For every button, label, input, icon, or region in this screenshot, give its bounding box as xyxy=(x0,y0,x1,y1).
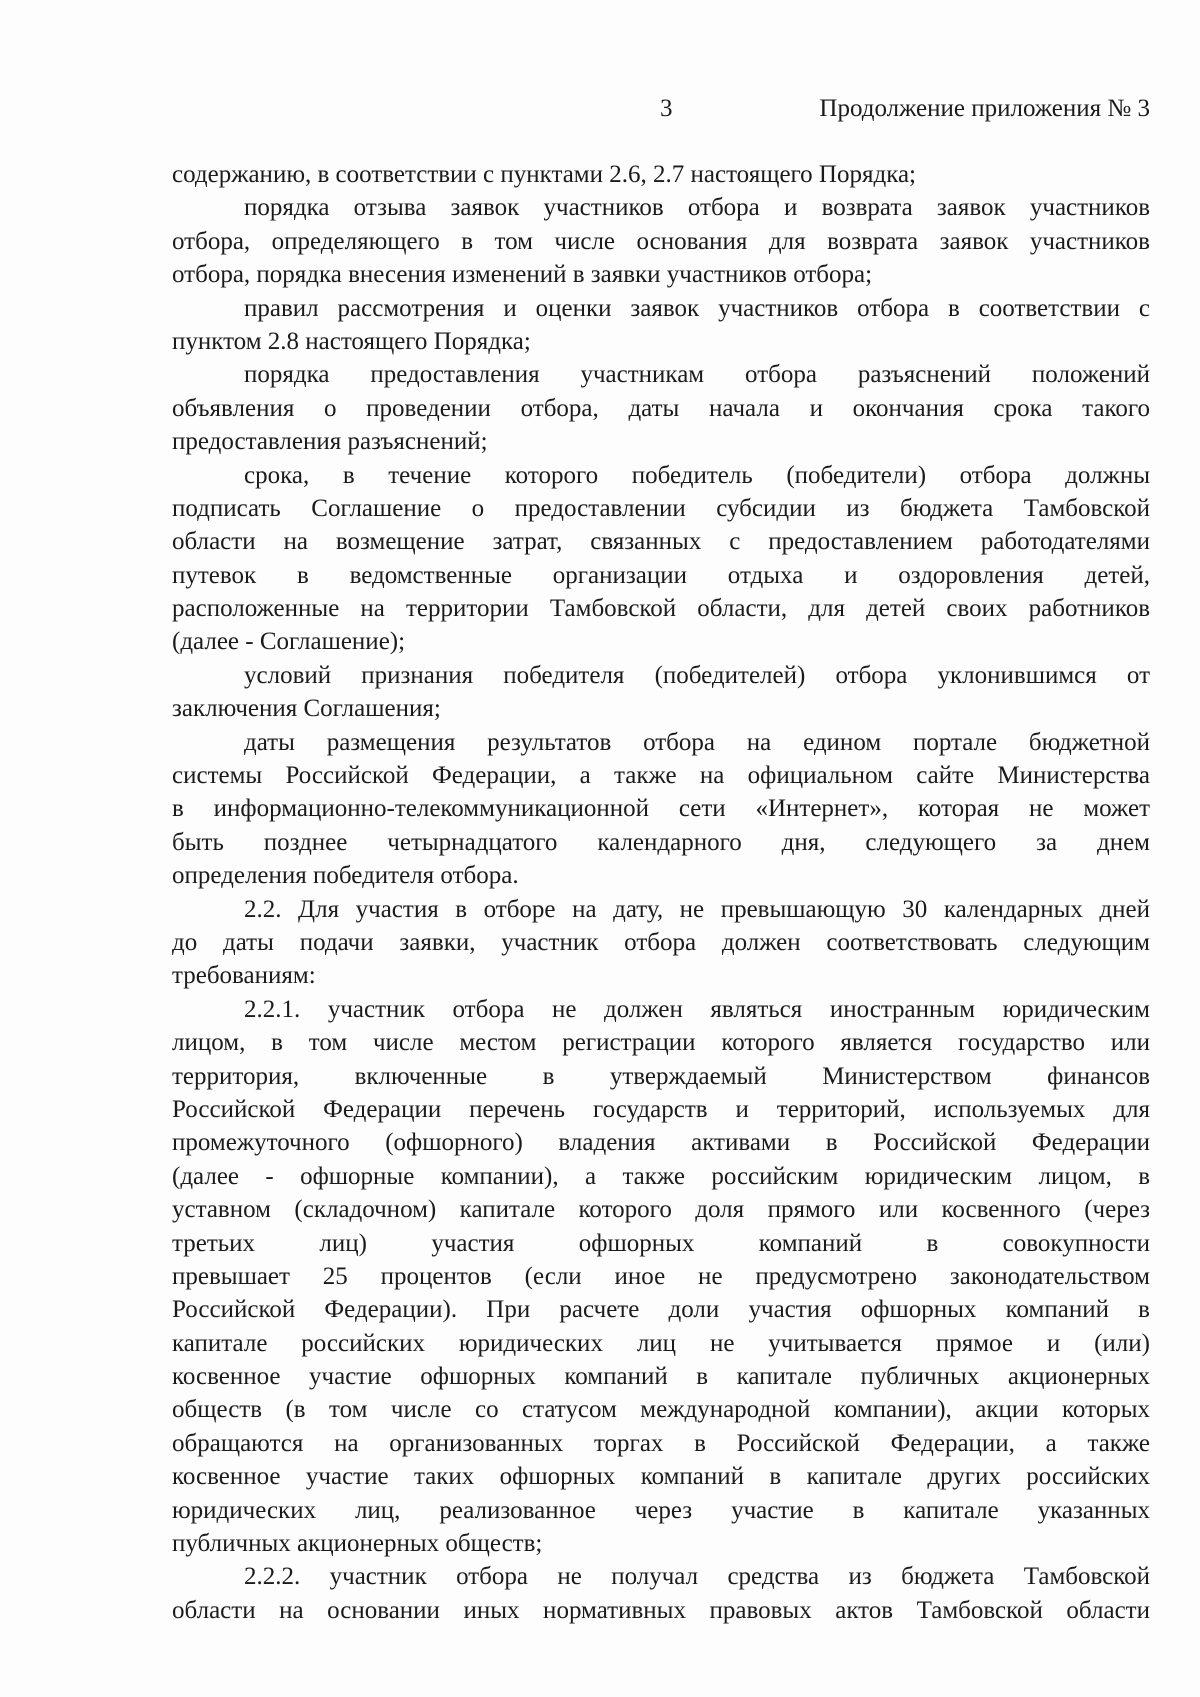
body-text-line: правил рассмотрения и оценки заявок участников отбора в соответствии с xyxy=(244,294,1150,322)
body-text-line: пунктом 2.8 настоящего Порядка; xyxy=(172,327,531,355)
body-text-line: расположенные на территории Тамбовской области, для детей своих работников xyxy=(172,595,1150,623)
page-number: 3 xyxy=(660,95,673,122)
body-text-line: Российской Федерации). При расчете доли участия офшорных компаний в xyxy=(172,1296,1150,1324)
body-text-line: заключения Соглашения; xyxy=(172,695,441,723)
body-text-line: требованиям: xyxy=(172,962,316,990)
body-text-line: подписать Соглашение о предоставлении субсидии из бюджета Тамбовской xyxy=(172,494,1150,522)
body-text-line: (далее - Соглашение); xyxy=(172,628,406,656)
body-text-line: капитале российских юридических лиц не учитывается прямое и (или) xyxy=(172,1329,1150,1357)
body-text-line: отбора, порядка внесения изменений в заявки участников отбора; xyxy=(172,261,873,289)
body-text-line: путевок в ведомственные организации отдыха и оздоровления детей, xyxy=(172,561,1150,589)
body-text-line: системы Российской Федерации, а также на официальном сайте Министерства xyxy=(172,762,1150,790)
body-text-line: срока, в течение которого победитель (победители) отбора должны xyxy=(244,461,1150,489)
body-text-line: предоставления разъяснений; xyxy=(172,428,488,456)
appendix-continuation-title: Продолжение приложения № 3 xyxy=(819,95,1150,122)
body-text-line: содержанию, в соответствии с пунктами 2.6, 2.7 настоящего Порядка; xyxy=(172,161,917,188)
body-text-line: определения победителя отбора. xyxy=(172,862,519,890)
body-text-line: превышает 25 процентов (если иное не предусмотрено законодательством xyxy=(172,1262,1150,1290)
body-text-line: 2.2.2. участник отбора не получал средства из бюджета Тамбовской xyxy=(244,1563,1150,1591)
body-text-line: в информационно-телекоммуникационной сети «Интернет», которая не может xyxy=(172,795,1150,823)
body-text-line: лицом, в том числе местом регистрации которого является государство или xyxy=(172,1029,1150,1057)
body-text-line: территория, включенные в утверждаемый Министерством финансов xyxy=(172,1062,1150,1090)
body-text-line: обращаются на организованных торгах в Российской Федерации, а также xyxy=(172,1429,1150,1457)
body-text-line: объявления о проведении отбора, даты начала и окончания срока такого xyxy=(172,394,1150,422)
body-text-line: области на основании иных нормативных правовых актов Тамбовской области xyxy=(172,1596,1150,1624)
body-text-line: промежуточного (офшорного) владения активами в Российской Федерации xyxy=(172,1129,1150,1157)
body-text-line: порядка отзыва заявок участников отбора и возврата заявок участников xyxy=(244,194,1150,222)
body-text-line: обществ (в том числе со статусом международной компании), акции которых xyxy=(172,1396,1150,1424)
body-text-line: отбора, определяющего в том числе основания для возврата заявок участников xyxy=(172,227,1150,255)
body-text-line: 2.2. Для участия в отборе на дату, не превышающую 30 календарных дней xyxy=(244,895,1150,923)
body-text-line: даты размещения результатов отбора на едином портале бюджетной xyxy=(244,728,1150,756)
body-text-line: юридических лиц, реализованное через участие в капитале указанных xyxy=(172,1496,1150,1524)
body-text-line: условий признания победителя (победителей) отбора уклонившимся от xyxy=(244,661,1150,689)
body-text-line: до даты подачи заявки, участник отбора должен соответствовать следующим xyxy=(172,928,1150,956)
body-text-line: третьих лиц) участия офшорных компаний в совокупности xyxy=(172,1229,1150,1257)
body-text-line: области на возмещение затрат, связанных с предоставлением работодателями xyxy=(172,528,1150,556)
body-text-line: Российской Федерации перечень государств и территорий, используемых для xyxy=(172,1095,1150,1123)
body-text-line: публичных акционерных обществ; xyxy=(172,1530,543,1558)
body-text-line: порядка предоставления участникам отбора разъяснений положений xyxy=(244,361,1150,389)
body-text-line: косвенное участие офшорных компаний в капитале публичных акционерных xyxy=(172,1363,1150,1391)
body-text-line: (далее - офшорные компании), а также российским юридическим лицом, в xyxy=(172,1162,1150,1190)
body-text-line: косвенное участие таких офшорных компаний в капитале других российских xyxy=(172,1463,1150,1491)
document-body xyxy=(172,158,1150,1627)
body-text-line: 2.2.1. участник отбора не должен являться иностранным юридическим xyxy=(244,995,1150,1023)
body-text-line: быть позднее четырнадцатого календарного дня, следующего за днем xyxy=(172,828,1150,856)
body-text-line: уставном (складочном) капитале которого доля прямого или косвенного (через xyxy=(172,1196,1150,1224)
